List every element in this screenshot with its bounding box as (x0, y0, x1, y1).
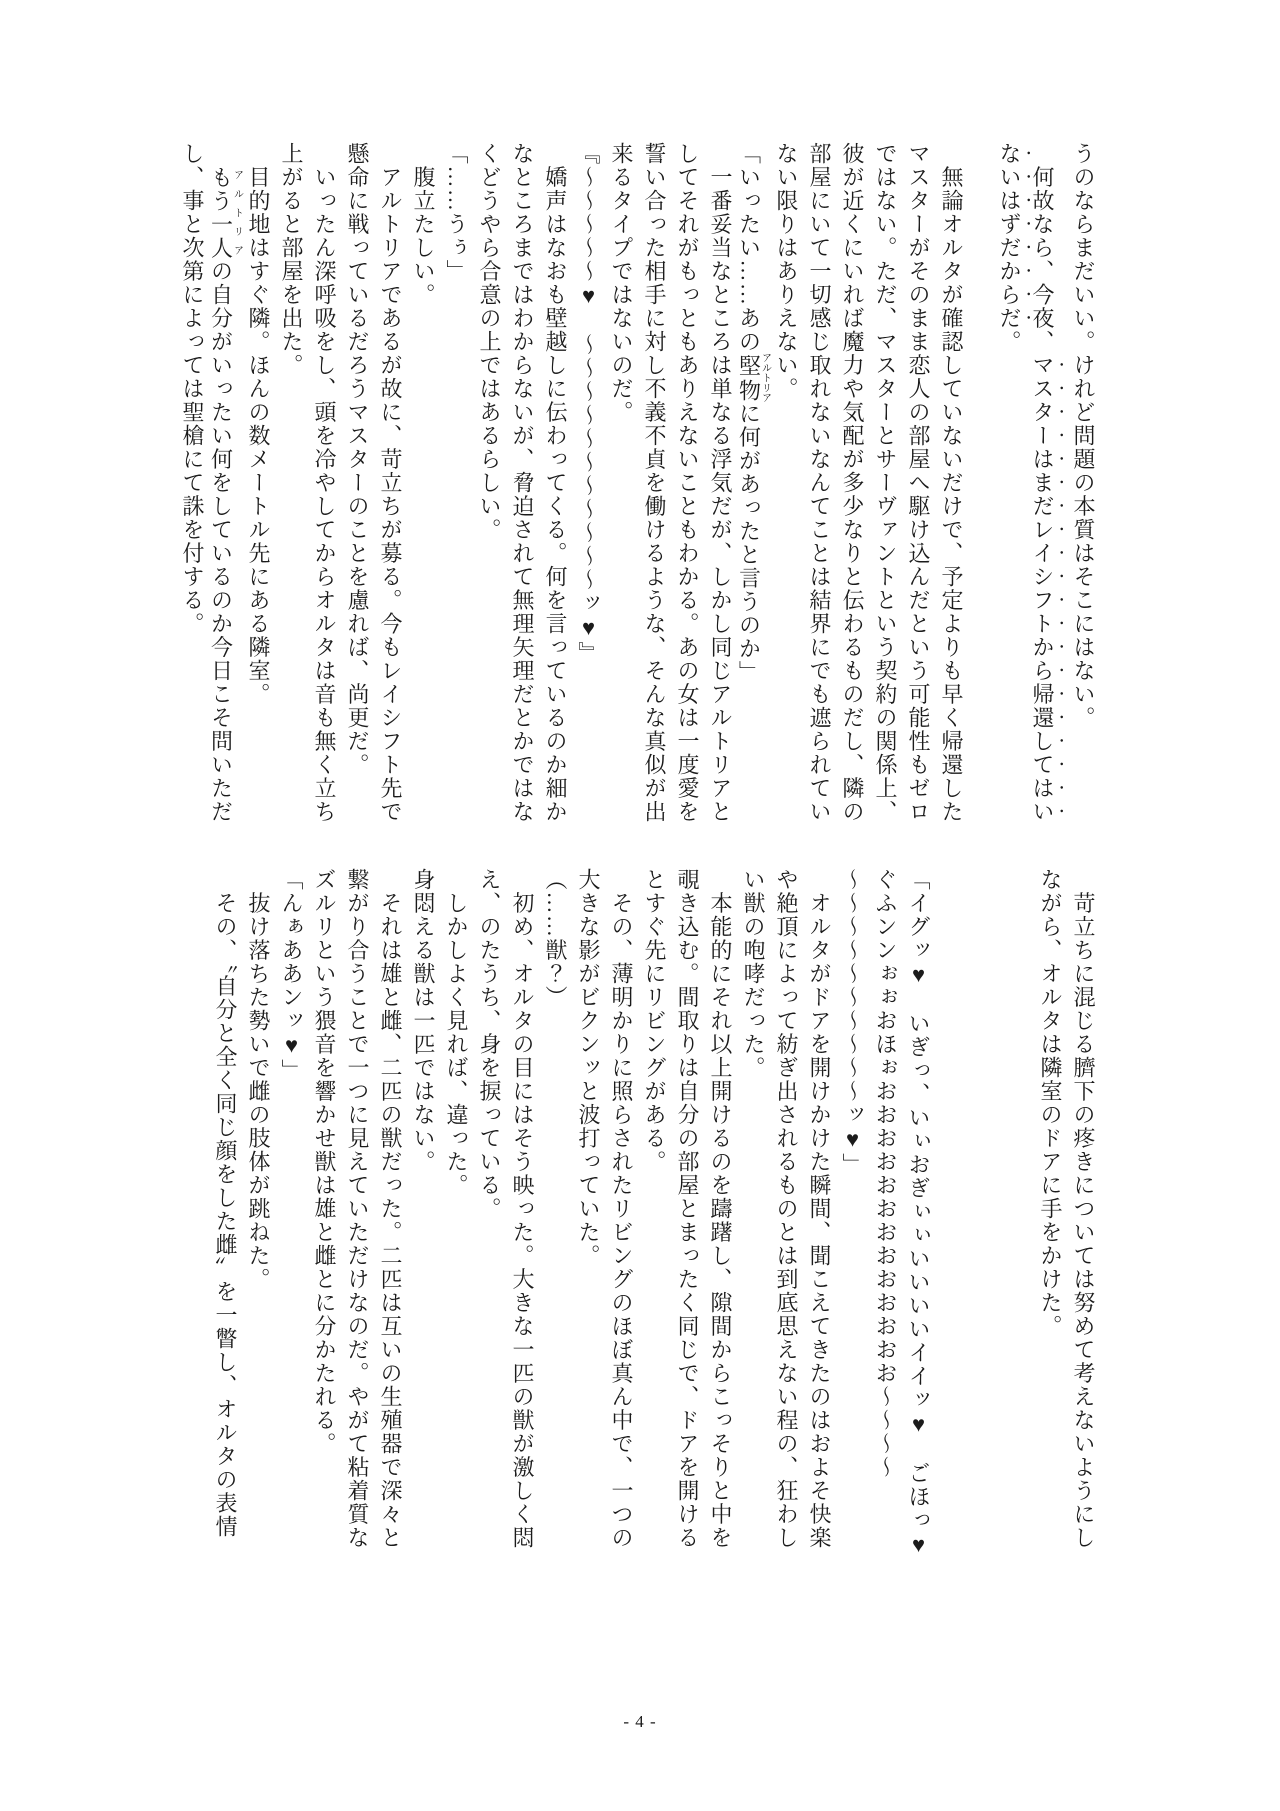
emphasized-text: マスターはまだレイシフトから帰還してはい (1030, 353, 1055, 824)
text-run: 何故なら、今夜、 (1030, 142, 1055, 354)
text-run: い獣の咆哮だった。 (741, 868, 766, 1080)
text-line (242, 142, 275, 882)
text-line (572, 868, 605, 1568)
text-line (638, 142, 671, 882)
text-line (1067, 142, 1100, 882)
text-run: 「んぁああンッ♥」 (279, 868, 304, 1083)
text-run: 身悶える獣は一匹ではない。 (411, 868, 436, 1174)
blank-line (1001, 868, 1034, 1568)
furigana: アルトリア (231, 165, 243, 260)
text-run: 。 (997, 330, 1022, 354)
text-line (572, 142, 605, 882)
text-run: いったん深呼吸をし、頭を冷やしてからオルタは音も無く立ち (312, 142, 337, 824)
text-line (275, 868, 308, 1568)
text-line (704, 868, 737, 1568)
text-line (308, 142, 341, 882)
text-run: オルタがドアを開けかけた瞬間、聞こえてきたのはおよそ快楽 (807, 868, 832, 1550)
text-run: え、のたうち、身を捩っている。 (477, 868, 502, 1221)
text-run: 「いったい……あの (736, 142, 762, 354)
furigana: アルトリア (759, 352, 771, 403)
text-run: 部屋にいて一切感じ取れないなんてことは結界にでも遮られてい (807, 142, 832, 824)
text-run: 初め、オルタの目にはそう映った。大きな一匹の獣が激しく悶 (510, 868, 535, 1550)
text-run: 嬌声はなおも壁越しに伝わってくる。何を言っているのか細か (543, 142, 568, 824)
text-run: 覗き込む。間取りは自分の部屋とまったく同じで、ドアを開ける (675, 868, 700, 1550)
text-run: 「イグッ♥ いぎっ、いぃおぎぃぃいいいいイイッ♥ ごほっ♥ (906, 868, 931, 1559)
text-run: 懸命に戦っているだろうマスターのことを慮れば、尚更だ。 (345, 142, 370, 777)
text-run: に何があったと言うのか」 (736, 402, 762, 684)
text-run: ～～～～～～～～～～ッ♥」 (840, 868, 865, 1177)
text-line (902, 868, 935, 1568)
text-line (605, 868, 638, 1568)
text-run: ズルリという猥音を響かせ獣は雄と雌とに分かたれる。 (312, 868, 337, 1456)
text-line (836, 142, 869, 882)
text-line (935, 142, 968, 882)
text-line (770, 142, 803, 882)
text-run: その、〝自分と全く同じ顔をした雌〟を一瞥し、オルタの表情 (213, 868, 238, 1539)
top-text-block (176, 142, 1100, 882)
text-line (704, 142, 737, 882)
text-line (605, 142, 638, 882)
text-line (209, 142, 242, 882)
text-run: してそれがもっともありえないこともわかる。あの女は一度愛を (675, 142, 700, 824)
text-run: 「……うぅ」 (444, 142, 469, 283)
text-run: の自分がいったい何をしているのか今日こそ問いただ (208, 259, 234, 824)
text-line (638, 868, 671, 1568)
text-run: 苛立ちに混じる臍下の疼きについては努めて考えないようにし (1071, 868, 1096, 1550)
text-line (737, 868, 770, 1568)
text-line (341, 142, 374, 882)
ruby-annotated-text: もう一人アルトリア (208, 165, 243, 260)
text-run: 一番妥当なところは単なる浮気だが、しかし同じアルトリアと (708, 142, 733, 824)
text-line (506, 868, 539, 1568)
text-run (209, 142, 234, 166)
text-line (869, 868, 902, 1568)
text-line (407, 142, 440, 882)
text-line (209, 868, 242, 1568)
text-line (539, 868, 572, 1568)
text-run: その、薄明かりに照らされたリビングのほぼ真ん中で、一つの (609, 868, 634, 1550)
text-line (770, 868, 803, 1568)
text-line (902, 142, 935, 882)
text-run: 来るタイプではないのだ。 (609, 142, 634, 424)
text-run: くどうやら合意の上ではあるらしい。 (477, 142, 502, 542)
text-line (671, 142, 704, 882)
ruby-annotated-text: 堅物アルトリア (736, 352, 771, 403)
text-line (836, 868, 869, 1568)
text-line (308, 868, 341, 1568)
text-run: 上がると部屋を出た。 (279, 142, 304, 377)
text-run: 彼が近くにいれば魔力や気配が多少なりと伝わるものだし、隣の (840, 142, 865, 824)
text-run: なところまではわからないが、脅迫されて無理矢理だとかではな (510, 142, 535, 824)
text-line (539, 142, 572, 882)
text-line (869, 142, 902, 882)
text-line (737, 142, 770, 882)
blank-line (935, 868, 968, 1568)
text-run: しかしよく見れば、違った。 (444, 868, 469, 1197)
text-run: それは雄と雌、二匹の獣だった。二匹は互いの生殖器で深々と (378, 868, 403, 1550)
text-run: ぐふンンぉぉおほぉおおおおおおおおおおおおお～～～～ (873, 868, 898, 1479)
page-number: - 4 - (623, 1712, 657, 1731)
text-run: 本能的にそれ以上開けるのを躊躇し、隙間からこっそりと中を (708, 868, 733, 1550)
bottom-text-block (209, 868, 1100, 1568)
text-run: ない限りはありえない。 (774, 142, 799, 401)
text-run: 目的地はすぐ隣。ほんの数メートル先にある隣室。 (246, 142, 271, 706)
text-run: アルトリアであるが故に、苛立ちが募る。今もレイシフト先で (378, 142, 403, 824)
text-line (440, 868, 473, 1568)
text-line (506, 142, 539, 882)
text-line (374, 868, 407, 1568)
text-run: 腹立たしい。 (411, 142, 436, 307)
text-line (803, 868, 836, 1568)
text-line (671, 868, 704, 1568)
text-run: （……獣？） (543, 868, 568, 1009)
text-line (473, 142, 506, 882)
text-run: 抜け落ちた勢いで雌の肢体が跳ねた。 (246, 868, 271, 1291)
text-run: 誓い合った相手に対し不義不貞を働けるような、そんな真似が出 (642, 142, 667, 824)
text-run: や絶頂によって紡ぎ出されるものとは到底思えない程の、狂わし (774, 868, 799, 1550)
text-run: ながら、オルタは隣室のドアに手をかけた。 (1038, 868, 1063, 1338)
text-run: 大きな影がビクンッと波打っていた。 (576, 868, 601, 1268)
text-run: 『～～～～～♥ ～～～～～～～～～～～ッ♥』 (576, 142, 601, 665)
text-line (803, 142, 836, 882)
text-line (1034, 868, 1067, 1568)
blank-line (968, 868, 1001, 1568)
text-run: し、事と次第によっては聖槍にて誅を付する。 (180, 142, 205, 636)
text-line (374, 142, 407, 882)
text-line (407, 868, 440, 1568)
text-run: うのならまだいい。けれど問題の本質はそこにはない。 (1071, 142, 1096, 730)
text-line (242, 868, 275, 1568)
text-line (473, 868, 506, 1568)
text-line (341, 868, 374, 1568)
text-line (440, 142, 473, 882)
emphasized-text: ないはずだからだ (997, 142, 1022, 330)
text-run: とすぐ先にリビングがある。 (642, 868, 667, 1174)
text-run: マスターがそのまま恋人の部屋へ駆け込んだという可能性もゼロ (906, 142, 931, 824)
text-run: 無論オルタが確認していないだけで、予定よりも早く帰還した (939, 142, 964, 824)
text-line (1067, 868, 1100, 1568)
text-line (1030, 142, 1067, 882)
text-run: 繋がり合うことで一つに見えていただけなのだ。やがて粘着質な (345, 868, 370, 1550)
text-run: ではない。ただ、マスターとサーヴァントという契約の関係上、 (873, 142, 898, 824)
text-line (275, 142, 308, 882)
